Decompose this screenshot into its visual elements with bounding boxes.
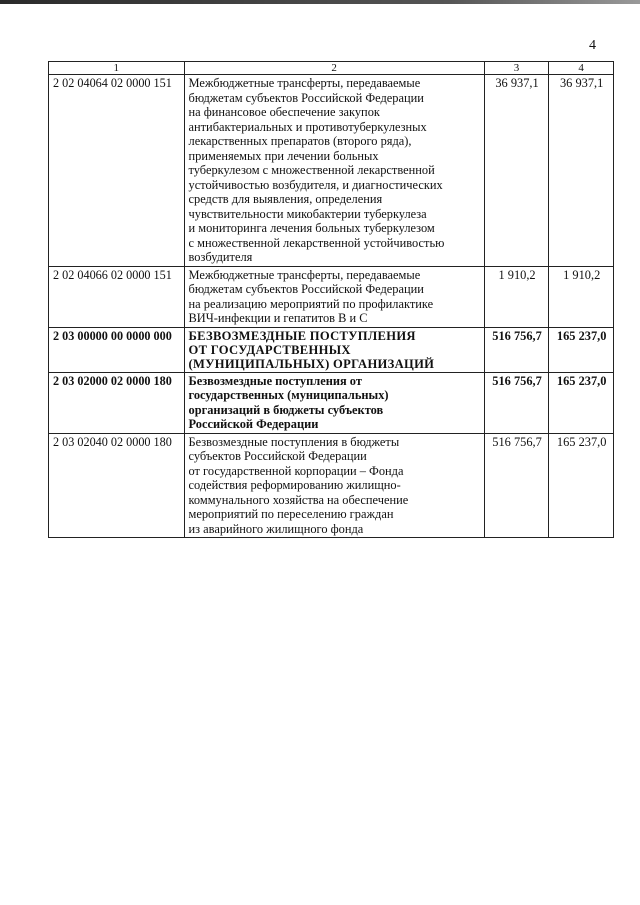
page-number: 4 [589,38,596,53]
description-line: Межбюджетные трансферты, передаваемые [188,267,421,282]
description-line: с множественной лекарственной устойчивостью [188,235,445,250]
description-line: от государственной корпорации – Фонда [188,463,404,478]
row-value-col4: 1 910,2 [549,266,614,327]
description-line: мероприятий по переселению граждан [188,507,394,521]
description-line: Безвозмездные поступления от [188,373,362,388]
description-line: лекарственных препаратов (второго ряда), [188,134,412,148]
description-line: Российской Федерации [188,417,319,431]
table-row [49,75,614,267]
table-row [49,372,614,433]
description-line: коммунального хозяйства на обеспечение [188,492,409,507]
description-line: бюджетам субъектов Российской Федерации [188,90,424,105]
row-value-col4: 165 237,0 [549,372,614,433]
description-line: организаций в бюджеты субъектов [188,402,384,417]
description-line: и мониторинга лечения больных туберкулезом [188,221,435,235]
description-line: БЕЗВОЗМЕЗДНЫЕ ПОСТУПЛЕНИЯ [188,328,416,343]
description-line: на реализацию мероприятий по профилактике [188,296,434,311]
column-header-2: 2 [184,62,484,75]
row-code: 2 03 00000 00 0000 000 [49,327,185,372]
row-code: 2 03 02040 02 0000 180 [49,433,185,538]
description-line: содействия реформированию жилищно- [188,478,401,492]
row-code: 2 02 04064 02 0000 151 [49,75,185,267]
row-value-col3: 516 756,7 [484,372,549,433]
description-line: устойчивостью возбудителя, и диагностических [188,177,443,192]
row-description [184,75,484,267]
row-value-col4: 36 937,1 [549,75,614,267]
column-header-4: 4 [549,62,614,75]
description-line: субъектов Российской Федерации [188,449,367,463]
row-value-col3: 516 756,7 [484,327,549,372]
row-code: 2 03 02000 02 0000 180 [49,372,185,433]
table-body [49,75,614,538]
row-code: 2 02 04066 02 0000 151 [49,266,185,327]
row-value-col4: 165 237,0 [549,327,614,372]
description-line: средств для выявления, определения [188,192,383,206]
description-line: Безвозмездные поступления в бюджеты [188,434,400,449]
description-line: (МУНИЦИПАЛЬНЫХ) ОРГАНИЗАЦИЙ [188,356,435,371]
description-line: Межбюджетные трансферты, передаваемые [188,76,421,90]
description-line: бюджетам субъектов Российской Федерации [188,282,424,296]
row-description [184,433,484,538]
row-value-col4: 165 237,0 [549,433,614,538]
description-line: антибактериальных и противотуберкулезных [188,119,427,134]
column-header-1: 1 [49,62,185,75]
description-line: из аварийного жилищного фонда [188,521,364,536]
row-value-col3: 1 910,2 [484,266,549,327]
row-description [184,372,484,433]
row-value-col3: 516 756,7 [484,433,549,538]
description-line: туберкулезом с множественной лекарственной [188,163,435,177]
table-row [49,266,614,327]
description-line: ВИЧ-инфекции и гепатитов В и С [188,311,368,325]
budget-revenue-table [48,61,614,538]
description-line: государственных (муниципальных) [188,388,389,402]
description-line: возбудителя [188,250,253,264]
description-line: применяемых при лечении больных [188,148,379,163]
scan-top-edge [0,0,640,4]
description-line: на финансовое обеспечение закупок [188,105,380,119]
row-description [184,266,484,327]
table-row [49,433,614,538]
row-description [184,327,484,372]
table-header-row [49,62,614,75]
description-line: ОТ ГОСУДАРСТВЕННЫХ [188,342,351,357]
table-row [49,327,614,372]
row-value-col3: 36 937,1 [484,75,549,267]
column-header-3: 3 [484,62,549,75]
description-line: чувствительности микобактерии туберкулеза [188,206,427,221]
